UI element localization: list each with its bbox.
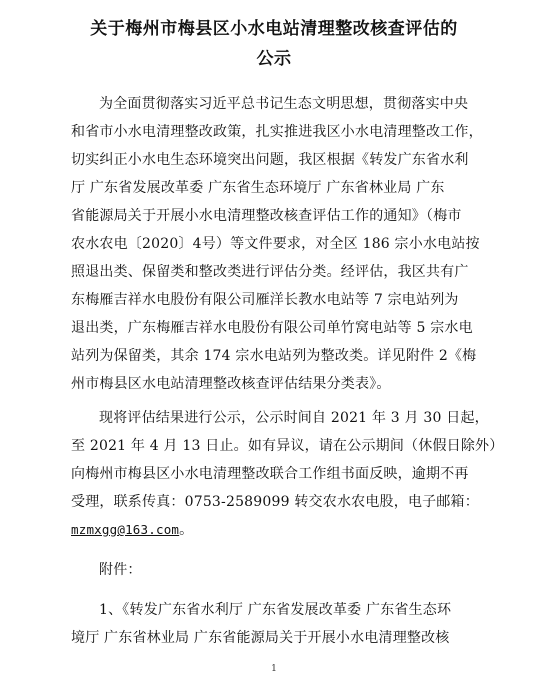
paragraph-1-line: 站列为保留类，其余 174 宗水电站列为整改类。详见附件 2《梅 <box>71 348 477 364</box>
paragraph-1-line: 州市梅县区水电站清理整改核查评估结果分类表》。 <box>71 376 391 392</box>
paragraph-2-line: 至 2021 年 4 月 13 日止。如有异议，请在公示期间（休假日除外） <box>71 438 504 454</box>
document-title-line-1: 关于梅州市梅县区小水电站清理整改核查评估的 <box>90 19 458 39</box>
paragraph-1-line: 为全面贯彻落实习近平总书记生态文明思想，贯彻落实中央 <box>99 96 469 112</box>
paragraph-1-line: 省能源局关于开展小水电清理整改核查评估工作的通知》（梅市 <box>71 208 462 224</box>
email-line <box>71 522 491 538</box>
paragraph-1-line: 照退出类、保留类和整改类进行评估分类。经评估，我区共有广 <box>71 264 469 280</box>
paragraph-1-line: 退出类，广东梅雁吉祥水电股份有限公司单竹窝电站等 5 宗水电 <box>71 320 473 336</box>
email-suffix: 。 <box>179 522 194 538</box>
paragraph-1-line: 厅 广东省发展改革委 广东省生态环境厅 广东省林业局 广东 <box>71 180 445 196</box>
paragraph-1-line: 和省市小水电清理整改政策，扎实推进我区小水电清理整改工作， <box>71 124 483 140</box>
paragraph-2-line: 受理，联系传真：0753-2589099 转交农水农电股，电子邮箱： <box>71 494 479 510</box>
attachment-1-line: 境厅 广东省林业局 广东省能源局关于开展小水电清理整改核 <box>71 630 450 646</box>
paragraph-2-line: 向梅州市梅县区小水电清理整改联合工作组书面反映，逾期不再 <box>71 466 469 482</box>
paragraph-1-line: 切实纠正小水电生态环境突出问题，我区根据《转发广东省水利 <box>71 152 469 168</box>
document-title-line-2: 公示 <box>256 49 292 69</box>
attachments-label: 附件： <box>99 562 142 578</box>
paragraph-1-line: 农水农电〔2020〕4号）等文件要求，对全区 186 宗小水电站按 <box>71 236 480 252</box>
paragraph-1-line: 东梅雁吉祥水电股份有限公司雁洋长教水电站等 7 宗电站列为 <box>71 292 459 308</box>
page-number: 1 <box>271 664 277 674</box>
paragraph-2-line: 现将评估结果进行公示，公示时间自 2021 年 3 月 30 日起， <box>99 410 489 426</box>
attachment-1-line: 1、《转发广东省水利厅 广东省发展改革委 广东省生态环 <box>99 602 452 618</box>
email-link[interactable]: mzmxgg@163.com <box>71 522 180 537</box>
